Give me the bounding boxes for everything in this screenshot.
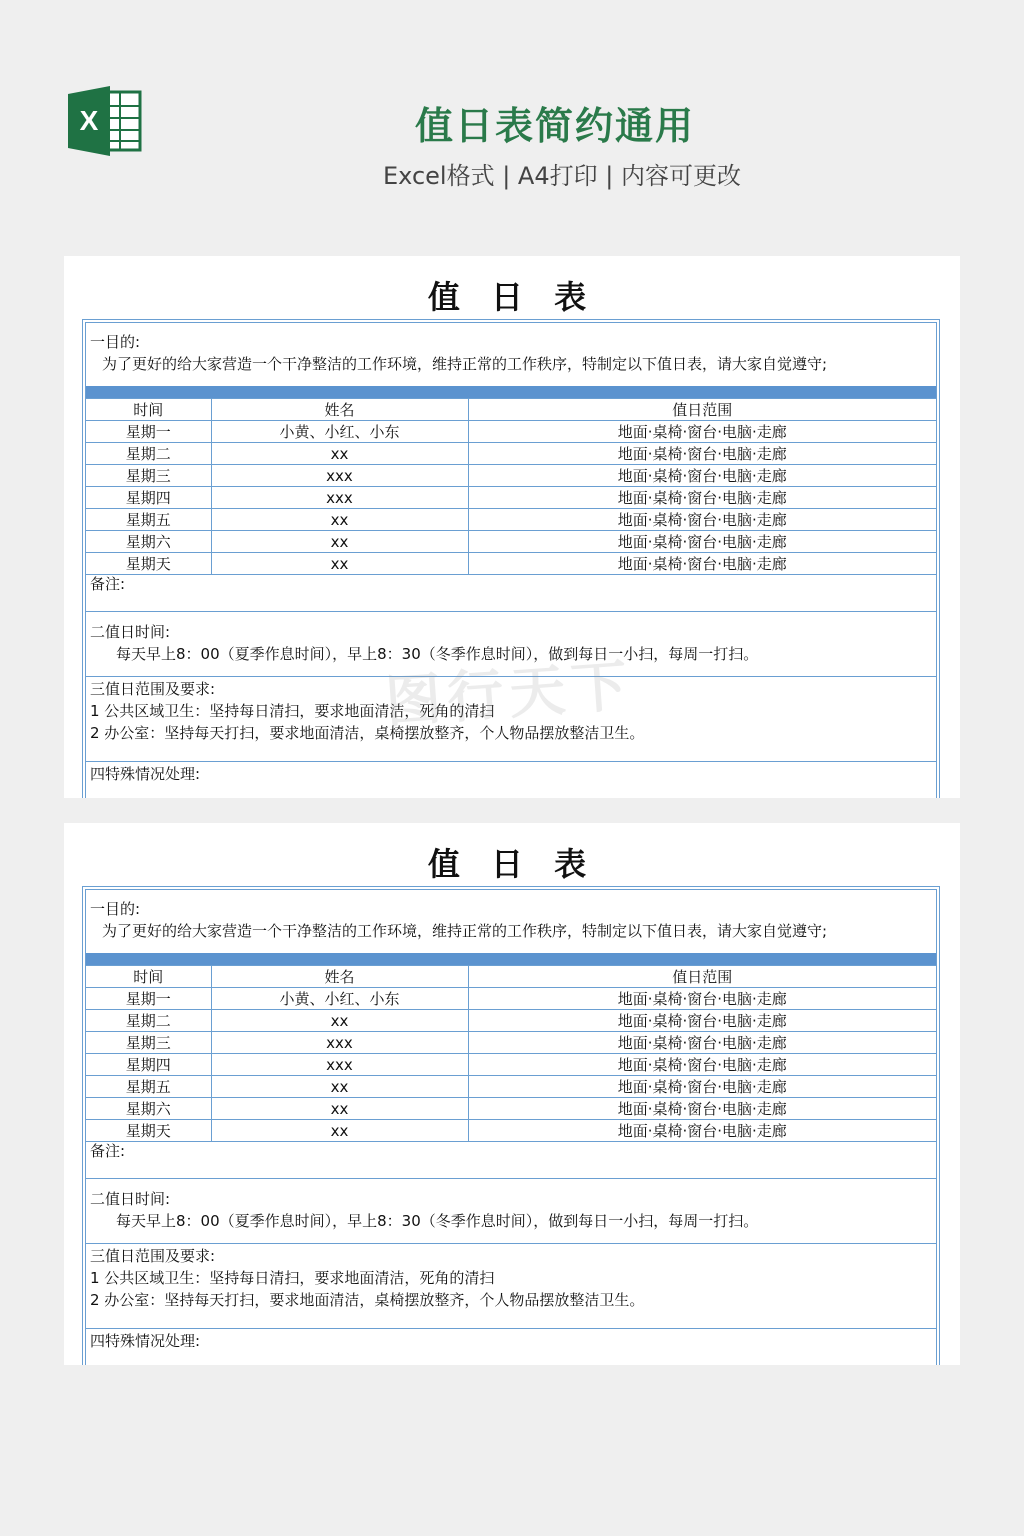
scope-item-2: 2 办公室：坚持每天打扫，要求地面清洁，桌椅摆放整齐，个人物品摆放整洁卫生。 (90, 724, 645, 742)
table-cell: 小黄、小红、小东 (211, 421, 468, 443)
column-header: 时间 (86, 399, 211, 421)
table-cell: xx (211, 1076, 468, 1098)
purpose-text: 为了更好的给大家营造一个干净整洁的工作环境，维持正常的工作秩序，特制定以下值日表，请大家自觉遵守; (102, 922, 828, 940)
sheet-title: 值 日 表 (427, 278, 597, 316)
header-bar (86, 386, 936, 398)
special-heading: 四特殊情况处理: (90, 765, 201, 783)
table-row (86, 531, 936, 553)
time-text: 每天早上8：00（夏季作息时间），早上8：30（冬季作息时间），做到每日一小扫，每周一打扫。 (116, 1212, 759, 1230)
table-row (86, 509, 936, 531)
table-row (86, 553, 936, 575)
scope-heading: 三值日范围及要求: (90, 680, 216, 698)
special-section (86, 1329, 936, 1365)
duty-sheet-2 (64, 823, 960, 1365)
duty-table (86, 398, 936, 575)
table-row (86, 1054, 936, 1076)
table-cell: 地面·桌椅·窗台·电脑·走廊 (468, 1032, 936, 1054)
scope-heading: 三值日范围及要求: (90, 1247, 216, 1265)
purpose-text: 为了更好的给大家营造一个干净整洁的工作环境，维持正常的工作秩序，特制定以下值日表，请大家自觉遵守; (102, 355, 828, 373)
remark-section (86, 1140, 936, 1179)
table-cell: 地面·桌椅·窗台·电脑·走廊 (468, 1010, 936, 1032)
table-cell: xx (211, 1010, 468, 1032)
table-cell: xx (211, 531, 468, 553)
scope-section (86, 1244, 936, 1329)
sheet-frame (82, 886, 940, 1365)
table-cell: 星期天 (86, 553, 211, 575)
table-cell: 地面·桌椅·窗台·电脑·走廊 (468, 531, 936, 553)
table-cell: 地面·桌椅·窗台·电脑·走廊 (468, 1120, 936, 1142)
table-cell: 星期五 (86, 1076, 211, 1098)
remark-label: 备注: (90, 575, 126, 593)
purpose-heading: 一目的: (90, 900, 141, 918)
remark-section (86, 573, 936, 612)
header-bar (86, 953, 936, 965)
column-header: 时间 (86, 966, 211, 988)
table-cell: xx (211, 443, 468, 465)
table-cell: 星期二 (86, 1010, 211, 1032)
table-row (86, 421, 936, 443)
table-row (86, 1120, 936, 1142)
purpose-section (86, 890, 936, 953)
time-section (86, 1179, 936, 1244)
special-section (86, 762, 936, 798)
table-cell: xxx (211, 487, 468, 509)
table-cell: xx (211, 509, 468, 531)
page-subtitle: Excel格式 | A4打印 | 内容可更改 (383, 162, 741, 190)
scope-item-2: 2 办公室：坚持每天打扫，要求地面清洁，桌椅摆放整齐，个人物品摆放整洁卫生。 (90, 1291, 645, 1309)
table-cell: xxx (211, 465, 468, 487)
time-heading: 二值日时间: (90, 623, 171, 641)
table-cell: xx (211, 553, 468, 575)
sheet-title: 值 日 表 (427, 845, 597, 883)
table-row (86, 465, 936, 487)
special-heading: 四特殊情况处理: (90, 1332, 201, 1350)
page-title: 值日表简约通用 (414, 104, 695, 148)
remark-label: 备注: (90, 1142, 126, 1160)
table-cell: 地面·桌椅·窗台·电脑·走廊 (468, 988, 936, 1010)
table-cell: 星期三 (86, 465, 211, 487)
table-row (86, 1076, 936, 1098)
table-cell: 星期天 (86, 1120, 211, 1142)
table-cell: 地面·桌椅·窗台·电脑·走廊 (468, 509, 936, 531)
table-cell: 地面·桌椅·窗台·电脑·走廊 (468, 1076, 936, 1098)
time-heading: 二值日时间: (90, 1190, 171, 1208)
time-text: 每天早上8：00（夏季作息时间），早上8：30（冬季作息时间），做到每日一小扫，每周一打扫。 (116, 645, 759, 663)
table-cell: 星期六 (86, 531, 211, 553)
table-cell: 星期四 (86, 487, 211, 509)
table-cell: 地面·桌椅·窗台·电脑·走廊 (468, 421, 936, 443)
column-header: 姓名 (211, 966, 468, 988)
table-cell: xxx (211, 1054, 468, 1076)
table-cell: 地面·桌椅·窗台·电脑·走廊 (468, 1054, 936, 1076)
column-header: 姓名 (211, 399, 468, 421)
scope-item-1: 1 公共区域卫生：坚持每日清扫，要求地面清洁，死角的清扫 (90, 1269, 495, 1287)
table-cell: 地面·桌椅·窗台·电脑·走廊 (468, 487, 936, 509)
table-row (86, 1098, 936, 1120)
table-cell: 星期一 (86, 421, 211, 443)
table-cell: 星期一 (86, 988, 211, 1010)
table-cell: 星期三 (86, 1032, 211, 1054)
purpose-heading: 一目的: (90, 333, 141, 351)
table-cell: 地面·桌椅·窗台·电脑·走廊 (468, 553, 936, 575)
scope-item-1: 1 公共区域卫生：坚持每日清扫，要求地面清洁，死角的清扫 (90, 702, 495, 720)
table-cell: 星期四 (86, 1054, 211, 1076)
table-row (86, 988, 936, 1010)
table-cell: 星期二 (86, 443, 211, 465)
table-cell: xx (211, 1098, 468, 1120)
column-header: 值日范围 (468, 966, 936, 988)
table-cell: xxx (211, 1032, 468, 1054)
table-cell: 地面·桌椅·窗台·电脑·走廊 (468, 1098, 936, 1120)
table-cell: 星期五 (86, 509, 211, 531)
table-row (86, 443, 936, 465)
table-header-row (86, 399, 936, 421)
table-cell: 星期六 (86, 1098, 211, 1120)
table-header-row (86, 966, 936, 988)
table-row (86, 1032, 936, 1054)
table-cell: xx (211, 1120, 468, 1142)
purpose-section (86, 323, 936, 386)
table-cell: 小黄、小红、小东 (211, 988, 468, 1010)
duty-table (86, 965, 936, 1142)
watermark: 图行天下 (383, 653, 636, 736)
column-header: 值日范围 (468, 399, 936, 421)
logo-letter: X (79, 105, 99, 136)
table-row (86, 1010, 936, 1032)
table-cell: 地面·桌椅·窗台·电脑·走廊 (468, 465, 936, 487)
table-row (86, 487, 936, 509)
table-cell: 地面·桌椅·窗台·电脑·走廊 (468, 443, 936, 465)
